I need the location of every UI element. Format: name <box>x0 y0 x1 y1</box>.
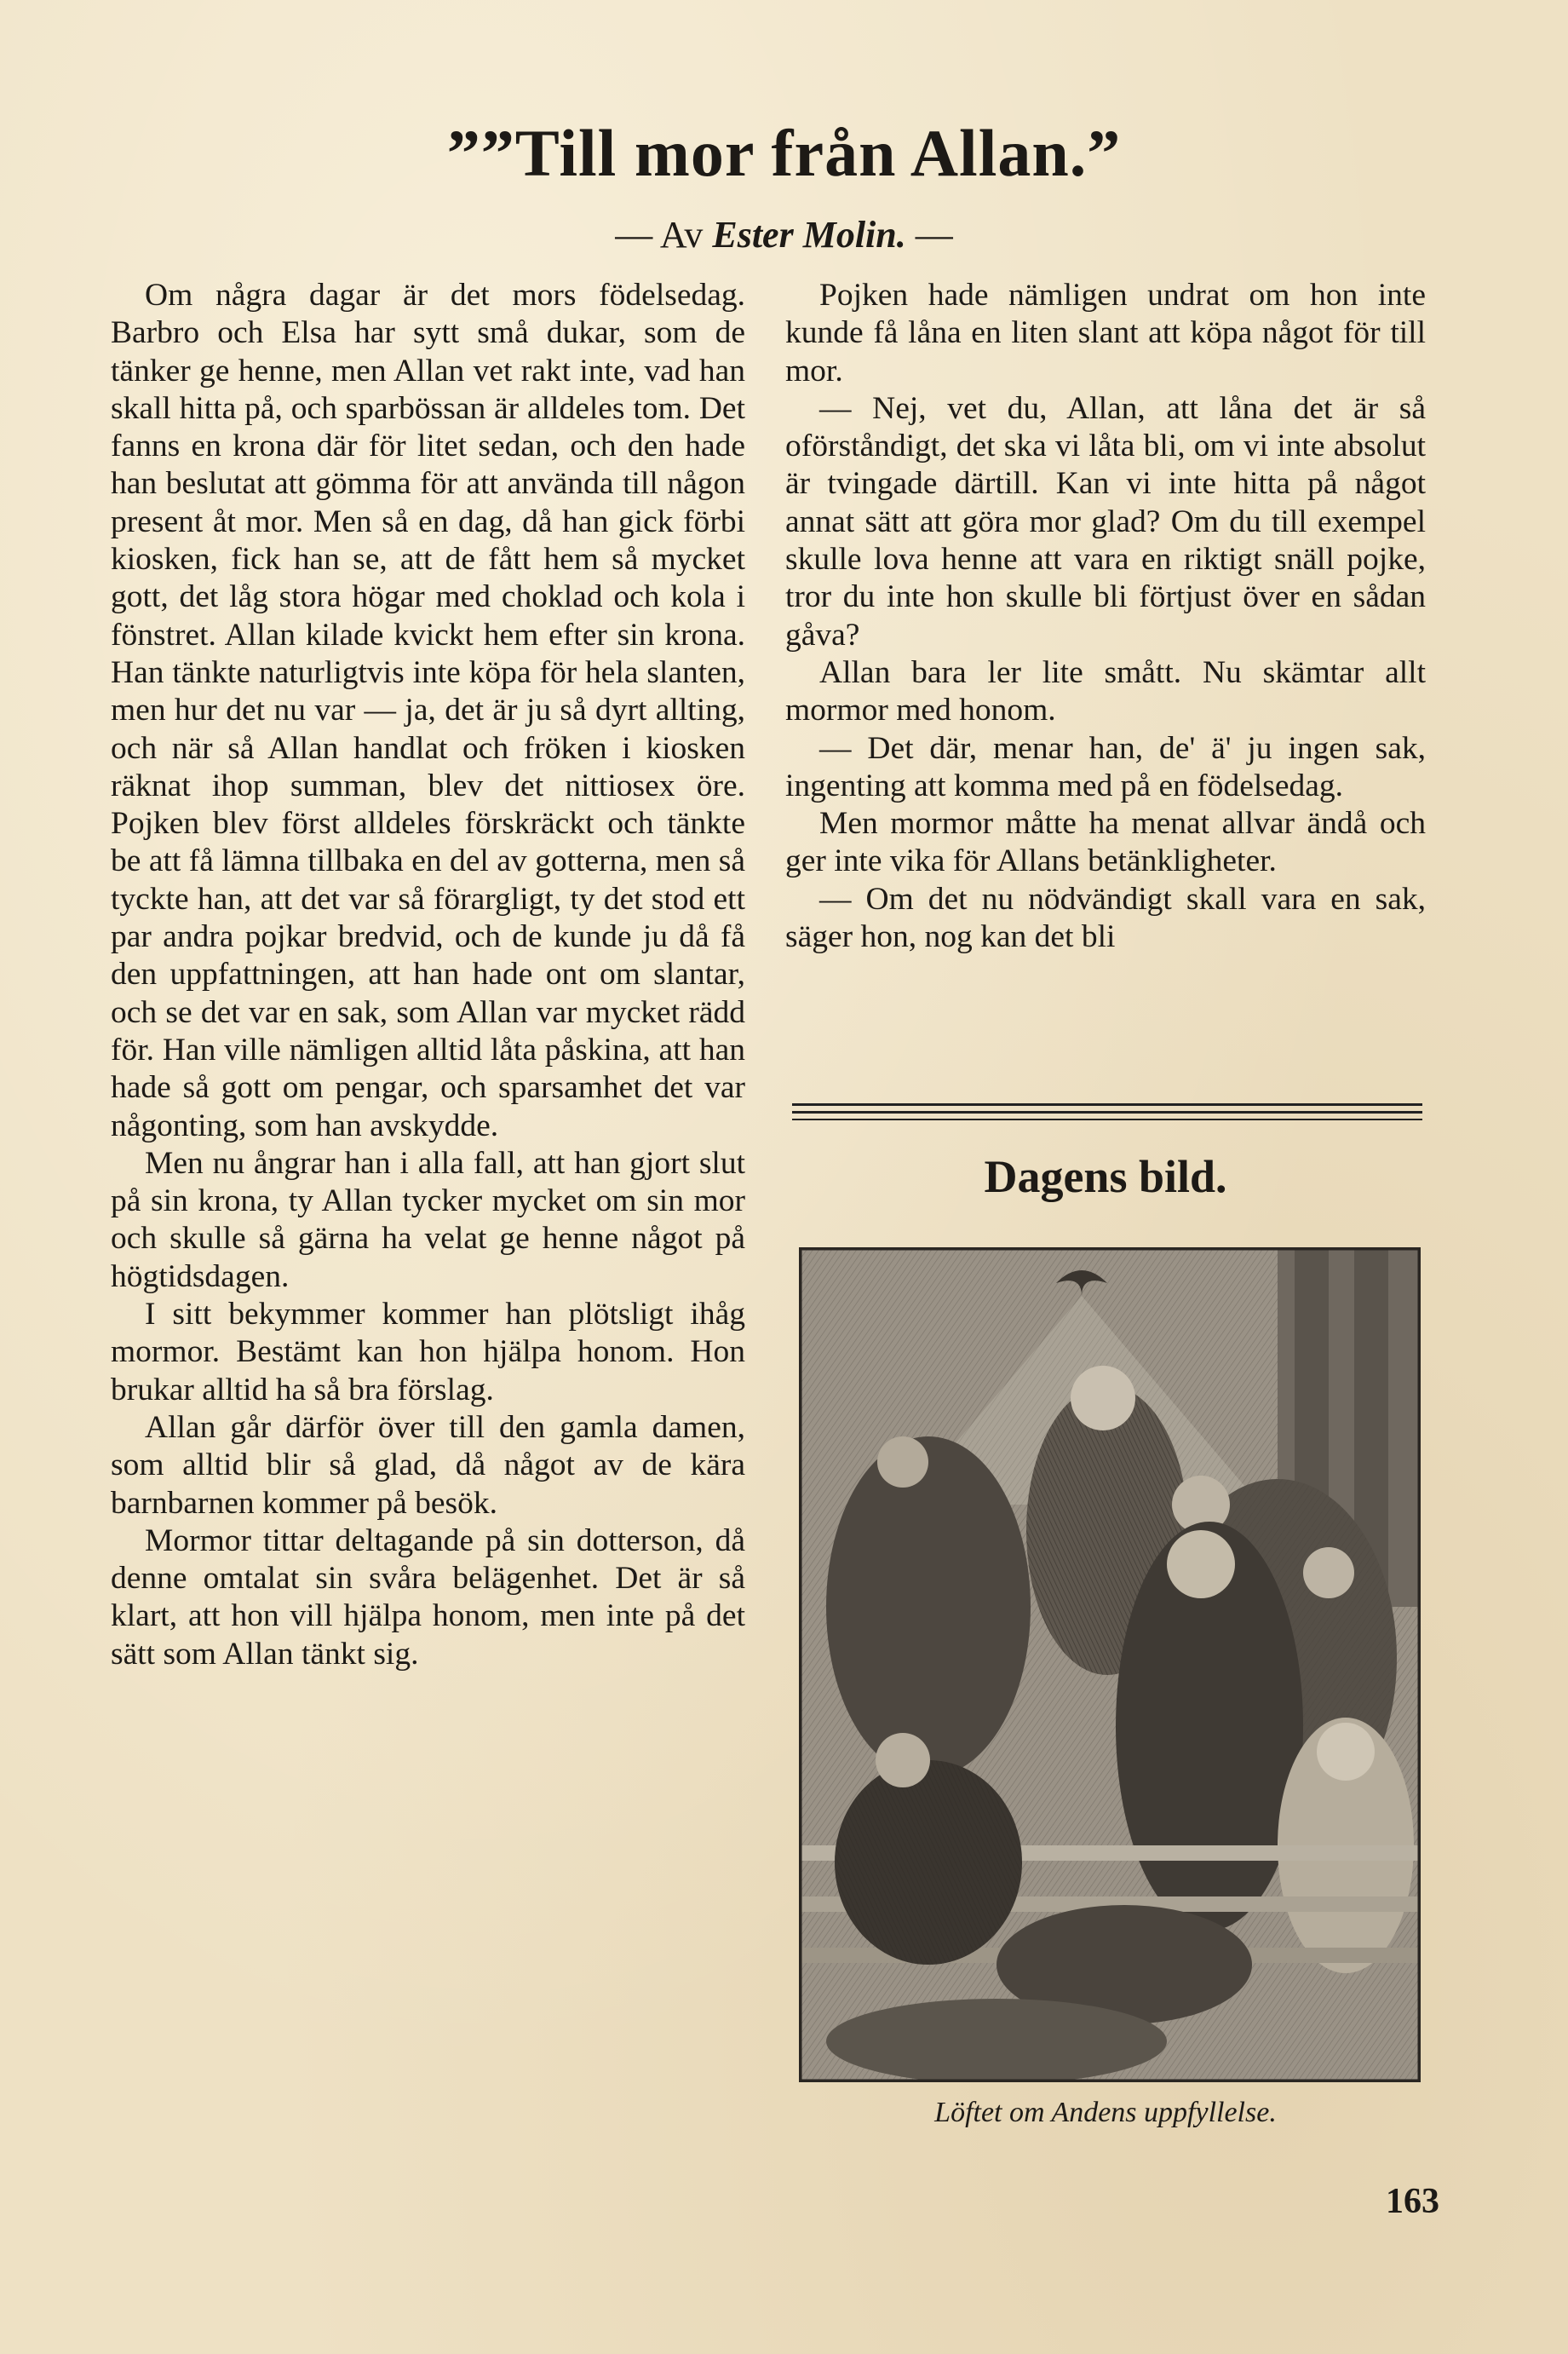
paragraph: I sitt bekymmer kommer han plötsligt ihåg mormor. Bestämt kan hon hjälpa honom. Hon brukar alltid ha så bra förslag. <box>111 1297 745 1407</box>
paragraph: Men mormor måtte ha menat allvar ändå och ger inte vika för Allans betänkligheter. <box>785 806 1426 879</box>
paragraph: Men nu ångrar han i alla fall, att han gjort slut på sin krona, ty Allan tycker mycket om sin mor och skulle så gärna ha velat ge henne något på högtidsdagen. <box>111 1145 745 1294</box>
paragraph: Allan går därför över till den gamla damen, som alltid blir så glad, då något av de kära barnbarnen kommer på besök. <box>111 1409 745 1521</box>
byline <box>0 213 1568 256</box>
paragraph: Mormor tittar deltagande på sin dotterson, då denne omtalat sin svåra belägenhet. Det är så klart, att hon vill hjälpa honom, men inte på det sätt som Allan tänkt sig. <box>111 1522 745 1672</box>
paragraph: — Nej, vet du, Allan, att låna det är så oförståndigt, det ska vi låta bli, om vi inte absolut är tvingade därtill. Kan vi inte hitta på något annat sätt att göra mor glad? Om du till exempel skulle lova henne att vara en riktigt snäll pojke, tror du inte hon skulle bli förtjust över en sådan gåva? <box>785 390 1426 653</box>
divider-rule <box>792 1111 1422 1114</box>
right-column <box>785 277 1426 956</box>
divider-rule <box>792 1103 1422 1106</box>
byline-suffix: — <box>905 214 953 256</box>
paragraph: Pojken hade nämligen undrat om hon inte kunde få låna en liten slant att köpa något för till mor. <box>785 278 1426 388</box>
left-column <box>111 277 745 1673</box>
divider-rule <box>792 1119 1422 1120</box>
paragraph: — Om det nu nödvändigt skall vara en sak, säger hon, nog kan det bli <box>785 881 1426 955</box>
engraving-illustration <box>799 1247 1421 2082</box>
byline-author: Ester Molin. <box>712 214 906 256</box>
paragraph: — Det där, menar han, de' ä' ju ingen sak, ingenting att komma med på en födelsedag. <box>785 730 1426 803</box>
paragraph: Om några dagar är det mors födelsedag. Barbro och Elsa har sytt små dukar, som de tänker ge henne, men Allan vet rakt inte, vad han skall hitta på, och sparbössan är alldeles tom. Det fanns en krona där för litet sedan, och den hade han beslutat att gömma för att använda till någon present åt mor. Men så en dag, då han gick förbi kiosken, fick han se, att de fått hem så mycket gott, det låg stora högar med choklad och kola i fönstret. Allan kilade kvickt hem efter sin krona. Han tänkte naturligtvis inte köpa för hela slanten, men hur det nu var — ja, det är ju så dyrt allting, och när så Allan handlat och fröken i kiosken räknat ihop summan, blev det nittiosex öre. Pojken blev först alldeles förskräckt och tänkte be att få lämna tillbaka en del av gotterna, men så tyckte han, att det var så förargligt, ty det stod ett par andra pojkar bredvid, och de kunde ju då få den uppfattningen, att han hade ont om slantar, och se det var en sak, som Allan var mycket rädd för. Han ville nämligen alltid låta påskina, att han hade så gott om pengar, och sparsamhet det var någonting, som han avskydde. <box>111 278 745 1143</box>
article-title: ””Till mor från Allan.” <box>446 116 1122 190</box>
engraving-illustration-graphic <box>801 1249 1419 2081</box>
page-number: 163 <box>1386 2182 1439 2221</box>
paragraph: Allan bara ler lite smått. Nu skämtar allt mormor med honom. <box>785 654 1426 728</box>
image-caption: Löftet om Andens uppfyllelse. <box>934 2097 1277 2128</box>
section-heading: Dagens bild. <box>984 1151 1227 1202</box>
byline-prefix: — Av <box>615 214 713 256</box>
